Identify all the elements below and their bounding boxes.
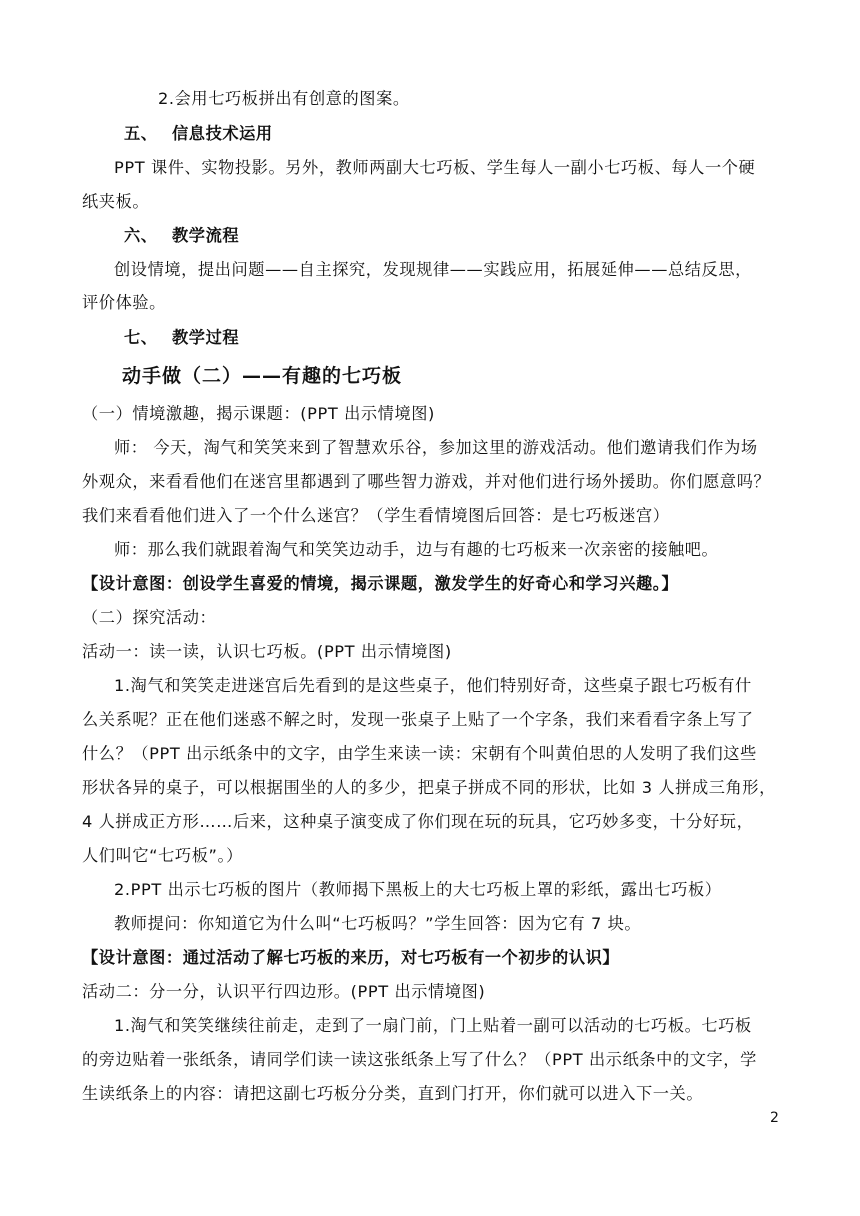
lesson-title: 动手做（二）——有趣的七巧板: [122, 365, 403, 387]
section-title: 信息技术运用: [172, 124, 273, 143]
paragraph-line: 创设情境，提出问题——自主探究，发现规律——实践应用，拓展延伸——总结反思，: [114, 260, 752, 279]
section-number: 六、: [124, 226, 158, 245]
paragraph-line: 1.淘气和笑笑继续往前走，走到了一扇门前，门上贴着一副可以活动的七巧板。七巧板: [114, 1016, 752, 1035]
paragraph-line: （一）情境激趣，揭示课题：(PPT 出示情境图): [82, 404, 435, 423]
section-heading-6: [124, 223, 824, 249]
paragraph-line: 师： 今天，淘气和笑笑来到了智慧欢乐谷，参加这里的游戏活动。他们邀请我们作为场: [114, 438, 758, 457]
paragraph-line: 人们叫它“七巧板”。）: [82, 846, 243, 865]
paragraph-line: 纸夹板。: [82, 192, 150, 211]
paragraph-line: PPT 课件、实物投影。另外，教师两副大七巧板、学生每人一副小七巧板、每人一个硬: [114, 158, 756, 177]
paragraph-line: 师：那么我们就跟着淘气和笑笑边动手，边与有趣的七巧板来一次亲密的接触吧。: [114, 540, 719, 559]
paragraph-line: 1.淘气和笑笑走进迷宫后先看到的是这些桌子，他们特别好奇，这些桌子跟七巧板有什: [114, 676, 752, 695]
paragraph-line: （二）探究活动：: [82, 608, 217, 627]
paragraph-line: 评价体验。: [82, 293, 166, 312]
paragraph-line: 生读纸条上的内容：请把这副七巧板分分类，直到门打开，你们就可以进入下一关。: [82, 1084, 704, 1103]
goal-line-2: 2.会用七巧板拼出有创意的图案。: [158, 89, 410, 108]
section-number: 七、: [124, 328, 158, 347]
section-heading-5: [124, 121, 824, 147]
section-title: 教学流程: [172, 226, 240, 245]
paragraph-line: 外观众，来看看他们在迷宫里都遇到了哪些智力游戏，并对他们进行场外援助。你们愿意吗？: [82, 472, 771, 491]
paragraph-line: 教师提问：你知道它为什么叫“七巧板吗？”学生回答：因为它有 7 块。: [114, 914, 642, 933]
paragraph-line: 什么？（PPT 出示纸条中的文字，由学生来读一读：宋朝有个叫黄伯思的人发明了我们这些: [82, 744, 757, 763]
design-note: 【设计意图：创设学生喜爱的情境，揭示课题，激发学生的好奇心和学习兴趣。】: [82, 574, 679, 593]
paragraph-line: 我们来看看他们进入了一个什么迷宫？（学生看情境图后回答：是七巧板迷宫）: [82, 506, 670, 525]
section-number: 五、: [124, 124, 158, 143]
paragraph-line: 活动二：分一分，认识平行四边形。(PPT 出示情境图): [82, 982, 486, 1001]
paragraph-line: 形状各异的桌子，可以根据围坐的人的多少，把桌子拼成不同的形状，比如 3 人拼成三角形，: [82, 778, 776, 797]
paragraph-line: 活动一：读一读，认识七巧板。(PPT 出示情境图): [82, 642, 452, 661]
design-note: 【设计意图：通过活动了解七巧板的来历，对七巧板有一个初步的认识】: [82, 948, 620, 967]
paragraph-line: 么关系呢？正在他们迷惑不解之时，发现一张桌子上贴了一个字条，我们来看看字条上写了: [82, 710, 754, 729]
section-heading-7: [124, 325, 824, 351]
page-number: 2: [770, 1110, 779, 1126]
paragraph-line: 4 人拼成正方形……后来，这种桌子演变成了你们现在玩的玩具，它巧妙多变，十分好玩，: [82, 812, 754, 831]
paragraph-line: 2.PPT 出示七巧板的图片（教师揭下黑板上的大七巧板上罩的彩纸，露出七巧板）: [114, 880, 722, 899]
section-title: 教学过程: [172, 328, 240, 347]
paragraph-line: 的旁边贴着一张纸条，请同学们读一读这张纸条上写了什么？（PPT 出示纸条中的文字，学: [82, 1050, 757, 1069]
